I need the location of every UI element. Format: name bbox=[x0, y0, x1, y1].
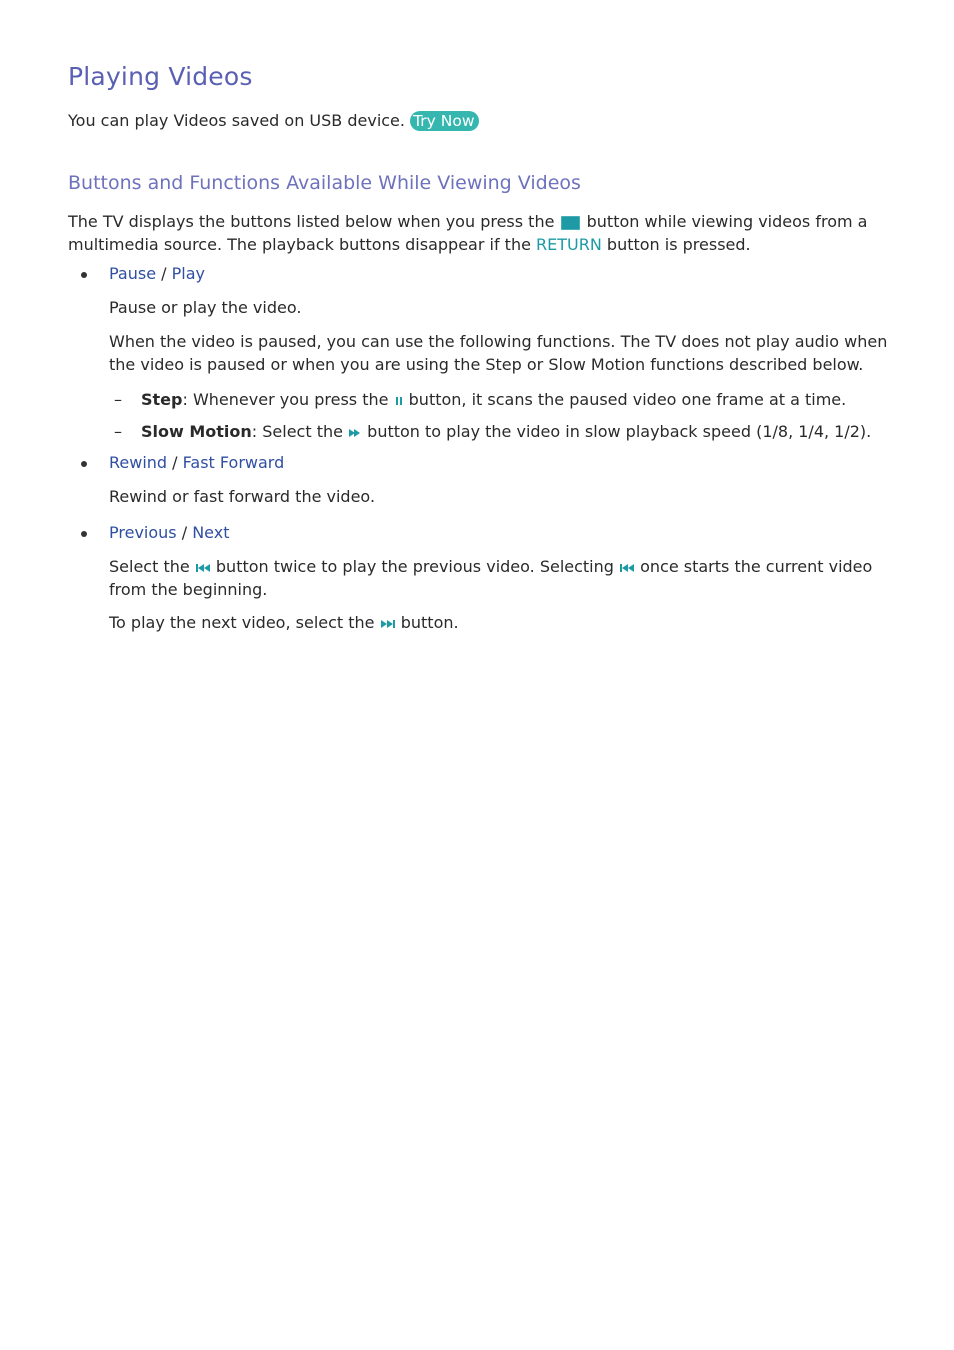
pause-play-description: Pause or play the video. bbox=[109, 298, 302, 317]
previous-text-d: from the beginning. bbox=[109, 579, 268, 599]
previous-text-b: button twice to play the previous video. Selecting bbox=[215, 557, 614, 576]
try-now-button[interactable]: Try Now bbox=[410, 111, 478, 131]
slow-motion-label: Slow Motion bbox=[141, 422, 252, 441]
skip-next-icon bbox=[380, 618, 396, 630]
previous-text-c: once starts the current video bbox=[640, 557, 873, 576]
step-text-a: : Whenever you press the bbox=[182, 390, 389, 409]
rewind-description: Rewind or fast forward the video. bbox=[109, 487, 376, 506]
lead-text-2: button while viewing videos from a bbox=[586, 212, 868, 231]
enter-icon bbox=[561, 215, 581, 231]
page-title: Playing Videos bbox=[68, 62, 253, 91]
section-title: Buttons and Functions Available While Viewing Videos bbox=[68, 172, 581, 194]
lead-text-1: The TV displays the buttons listed below when you press the bbox=[68, 212, 555, 231]
previous-text-a: Select the bbox=[109, 557, 190, 576]
step-label: Step bbox=[141, 390, 183, 409]
lead-text-4: button is pressed. bbox=[606, 234, 751, 254]
lead-paragraph bbox=[68, 211, 888, 256]
return-button-label: RETURN bbox=[536, 234, 602, 254]
skip-previous-icon bbox=[619, 562, 635, 574]
bullet-icon bbox=[81, 272, 87, 278]
fast-forward-label: Fast Forward bbox=[182, 453, 285, 472]
paused-functions-description: When the video is paused, you can use the following functions. The TV does not play audio when the video is paused or when you are using the Step or Slow Motion functions described below. bbox=[109, 332, 888, 374]
separator: / bbox=[172, 453, 178, 472]
intro-paragraph bbox=[68, 110, 479, 132]
dash-marker: – bbox=[114, 422, 122, 441]
play-label: Play bbox=[171, 264, 206, 283]
previous-label: Previous bbox=[109, 523, 177, 542]
bullet-icon bbox=[81, 531, 87, 537]
pause-label: Pause bbox=[109, 264, 157, 283]
next-label: Next bbox=[192, 523, 230, 542]
lead-text-3: multimedia source. The playback buttons disappear if the bbox=[68, 234, 531, 254]
skip-previous-icon bbox=[195, 562, 211, 574]
fast-forward-icon bbox=[348, 427, 362, 439]
separator: / bbox=[161, 264, 167, 283]
intro-text: You can play Videos saved on USB device. bbox=[68, 111, 405, 130]
slow-motion-text-b: button to play the video in slow playback speed (1/8, 1/4, 1/2). bbox=[367, 422, 872, 441]
next-description bbox=[109, 612, 888, 635]
next-text-a: To play the next video, select the bbox=[109, 613, 375, 632]
pause-icon bbox=[394, 395, 404, 407]
dash-marker: – bbox=[114, 390, 122, 409]
previous-description bbox=[109, 556, 888, 601]
separator: / bbox=[181, 523, 188, 542]
slow-motion-text-a: : Select the bbox=[251, 422, 343, 441]
rewind-label: Rewind bbox=[109, 453, 168, 472]
next-text-b: button. bbox=[400, 613, 459, 632]
bullet-icon bbox=[81, 461, 87, 467]
step-text-b: button, it scans the paused video one frame at a time. bbox=[408, 390, 847, 409]
